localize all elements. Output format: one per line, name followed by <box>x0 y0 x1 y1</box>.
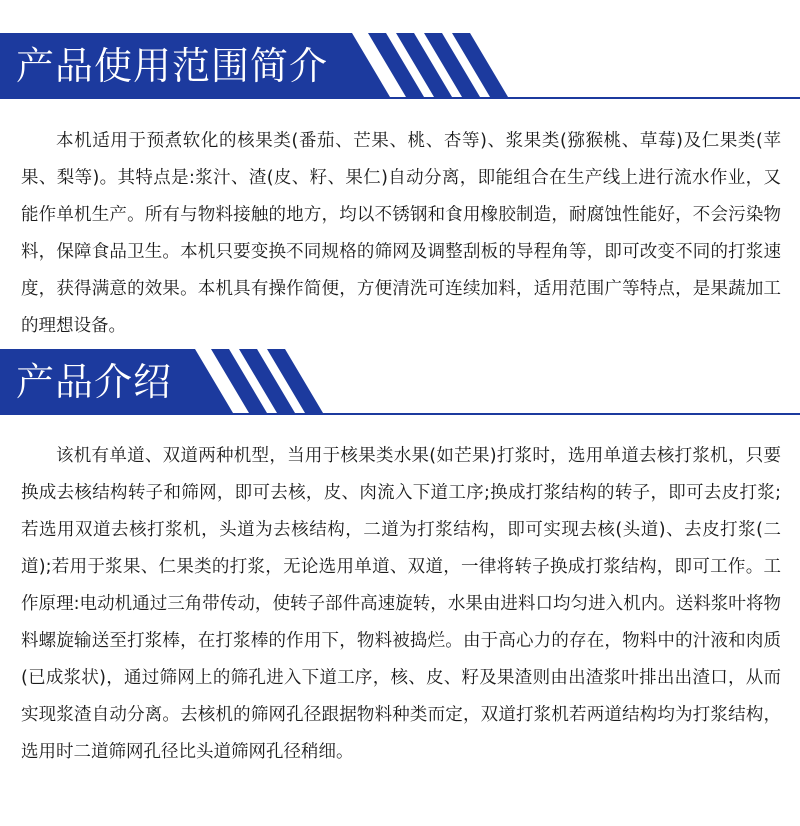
section-header-usage <box>0 33 800 99</box>
header-divider <box>0 97 800 99</box>
section-header-intro <box>0 349 800 415</box>
section-title: 产品介绍 <box>16 360 173 404</box>
section-body-intro: 该机有单道、双道两种机型，当用于核果类水果(如芒果)打浆时，选用单道去核打浆机，只要换成去核结构转子和筛网，即可去核，皮、肉流入下道工序;换成打浆结构的转子，即可去皮打浆;若选用双道去核打浆机，头道为去核结构，二道为打浆结构，即可实现去核(头道)、去皮打浆(二道);若用于浆果、仁果类的打浆，无论选用单道、双道，一律将转子换成打浆结构，即可工作。工作原理:电动机通过三角带传动，使转子部件高速旋转，水果由进料口均匀进入机内。送料浆叶将物料螺旋输送至打浆棒，在打浆棒的作用下，物料被捣烂。由于高心力的存在，物料中的汁液和肉质(已成浆状)，通过筛网上的筛孔进入下道工序，核、皮、籽及果渣则由出渣浆叶排出出渣口，从而实现浆渣自动分离。去核机的筛网孔径跟据物料种类而定，双道打浆机若两道结构均为打浆结构，选用时二道筛网孔径比头道筛网孔径稍细。 <box>21 446 781 762</box>
section-body-usage: 本机适用于预煮软化的核果类(番茄、芒果、桃、杏等)、浆果类(猕猴桃、草莓)及仁果类(苹果、梨等)。其特点是:浆汁、渣(皮、籽、果仁)自动分离，即能组合在生产线上进行流水作业，又能作单机生产。所有与物料接触的地方，均以不锈钢和食用橡胶制造，耐腐蚀性能好，不会污染物料，保障食品卫生。本机只要变换不同规格的筛网及调整刮板的导程角等，即可改变不同的打浆速度，获得满意的效果。本机具有操作简便，方便清洗可连续加料，适用范围广等特点，是果蔬加工的理想设备。 <box>21 131 782 336</box>
header-divider <box>0 413 800 415</box>
section-title: 产品使用范围简介 <box>16 44 329 88</box>
